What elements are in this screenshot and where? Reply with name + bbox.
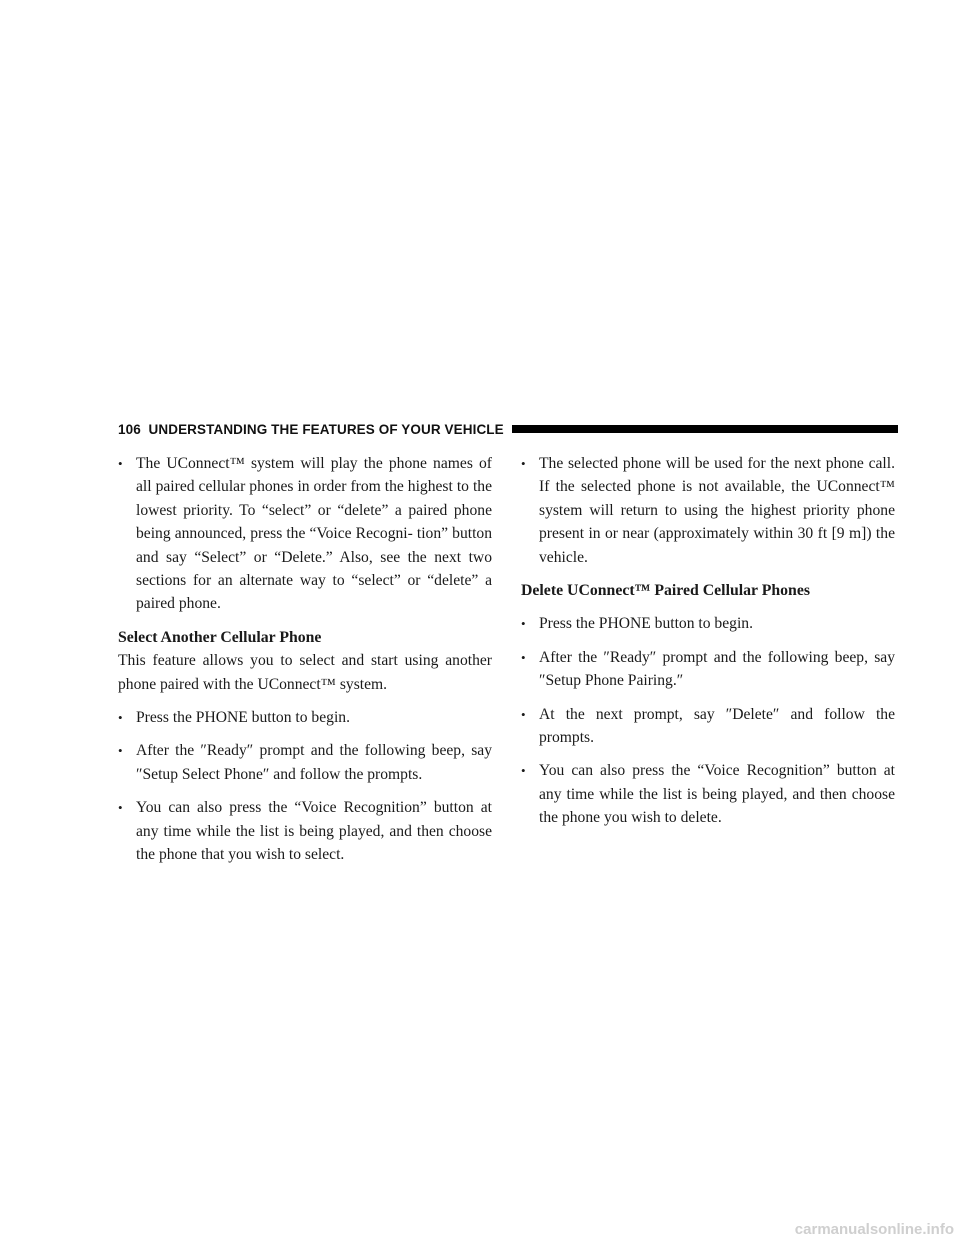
paragraph-select-intro: This feature allows you to select and start using another phone paired with the UConnect™ system.: [118, 652, 492, 693]
section-heading-delete: Delete UConnect™ Paired Cellular Phones: [521, 582, 810, 600]
bullet-icon: •: [521, 763, 526, 779]
bullet-icon: •: [118, 800, 123, 816]
bullet-icon: •: [118, 456, 123, 471]
right-column: [521, 452, 895, 840]
section-title: UNDERSTANDING THE FEATURES OF YOUR VEHICLE: [148, 421, 504, 437]
list-item-text: The selected phone will be used for the next phone call. If the selected phone is not available, the UConnect™ system will return to using the highest priority phone present in or near (approximately within 30 ft [9 m]) the vehicle.: [539, 455, 895, 566]
bullet-icon: •: [521, 456, 526, 471]
section-heading-select: Select Another Cellular Phone: [118, 628, 322, 646]
bullet-icon: •: [118, 710, 123, 726]
list-item-text: Press the PHONE button to begin.: [136, 709, 350, 727]
bullet-icon: •: [118, 743, 123, 759]
header-rule: [512, 425, 898, 433]
list-item-text: The UConnect™ system will play the phone names of all paired cellular phones in order from the highest to the lowest priority. To “select” or “delete” a paired phone being announced, press the “Voice Recogni- tion” button and say “Select” or “Delete.” Also, see the next two sections for an alternate way to “select” or “delete” a paired phone.: [136, 455, 492, 613]
list-item-text: After the ″Ready″ prompt and the following beep, say ″Setup Phone Pairing.″: [539, 648, 895, 690]
page-header: [118, 419, 898, 439]
list-item: [521, 646, 895, 693]
page-header-text: [118, 422, 504, 437]
list-item: [521, 612, 895, 635]
watermark-link[interactable]: carmanualsonline.info: [794, 1221, 954, 1238]
list-item: [521, 759, 895, 829]
list-item-text: You can also press the “Voice Recognition” button at any time while the list is being played, and then choose the phone you wish to delete.: [539, 762, 895, 827]
list-item-text: After the ″Ready″ prompt and the following beep, say ″Setup Select Phone″ and follow the prompts.: [136, 742, 492, 783]
page-number: 106: [118, 421, 141, 437]
list-item: [521, 452, 895, 569]
list-item: [118, 796, 492, 866]
list-item: [521, 703, 895, 750]
bullet-icon: •: [521, 649, 526, 665]
list-item: [118, 739, 492, 786]
list-item: [118, 706, 492, 729]
bullet-icon: •: [521, 616, 526, 632]
list-item-text: At the next prompt, say ″Delete″ and follow the prompts.: [539, 705, 895, 747]
list-item-text: You can also press the “Voice Recognition” button at any time while the list is being played, and then choose the phone that you wish to select.: [136, 799, 492, 864]
bullet-icon: •: [521, 706, 526, 722]
left-column: [118, 452, 492, 877]
list-item: [118, 452, 492, 616]
list-item-text: Press the PHONE button to begin.: [539, 615, 753, 633]
